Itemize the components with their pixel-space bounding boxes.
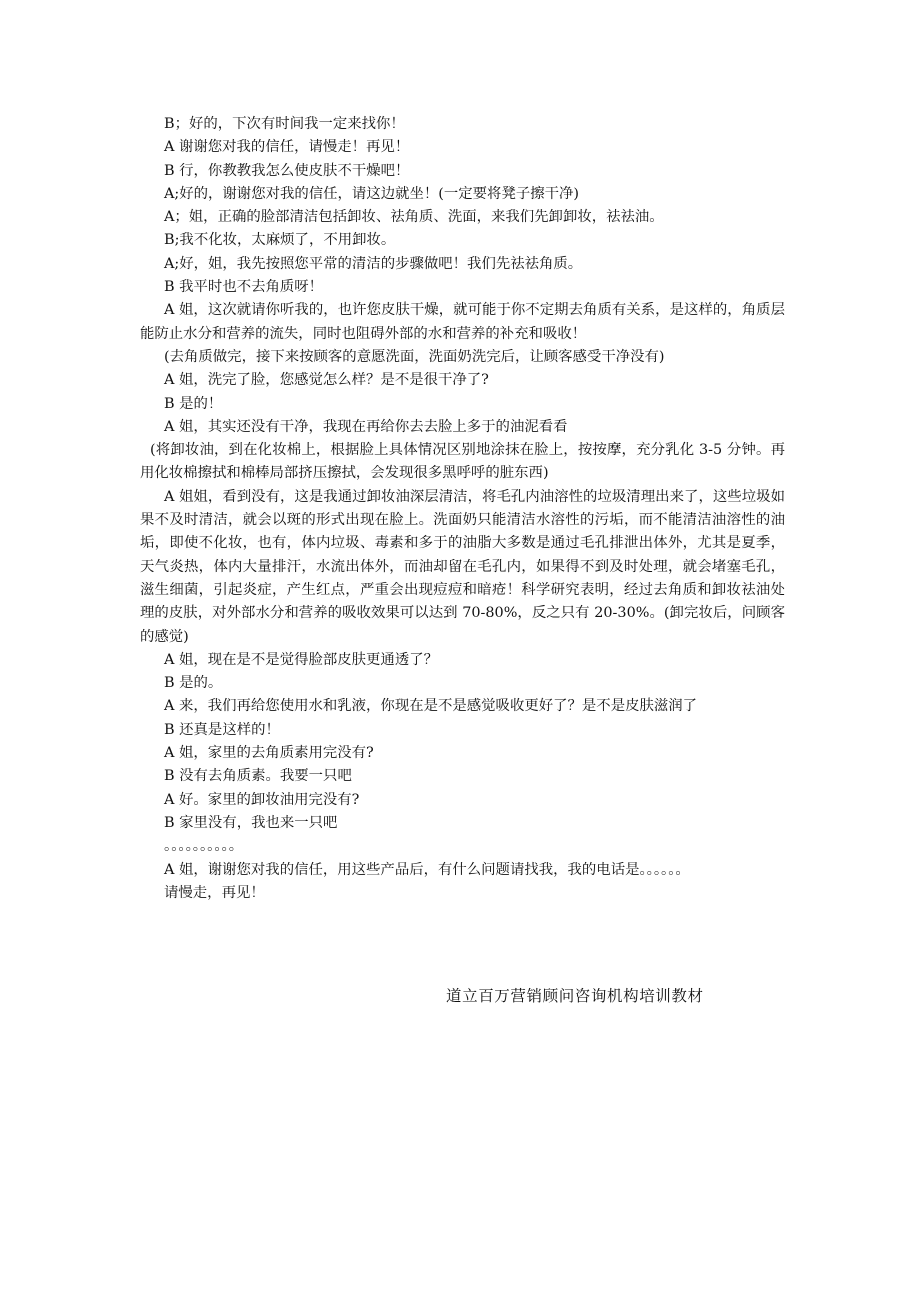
dialogue-line: A 好。家里的卸妆油用完没有?: [164, 791, 360, 808]
dialogue-line: B 是的！: [164, 395, 223, 412]
dialogue-line: A;好，姐，我先按照您平常的清洁的步骤做吧！我们先祛祛角质。: [164, 255, 583, 272]
document-footer: 道立百万营销顾问咨询机构培训教材: [446, 987, 704, 1005]
dialogue-line: B 家里没有，我也来一只吧: [164, 814, 338, 831]
dialogue-line: A 姐，其实还没有干净，我现在再给你去去脸上多于的油泥看看: [164, 418, 568, 435]
dialogue-line: A 姐，谢谢您对我的信任，用这些产品后，有什么问题请找我，我的电话是。。。。。。: [164, 861, 690, 878]
dialogue-line: (去角质做完，接下来按顾客的意愿洗面，洗面奶洗完后，让顾客感受干净没有): [164, 348, 665, 365]
dialogue-line: A 姐，现在是不是觉得脸部皮肤更通透了？: [164, 651, 438, 668]
instruction-paragraph: (将卸妆油，到在化妆棉上，根据脸上具体情况区别地涂抹在脸上，按按摩，充分乳化 3-5 分钟。再用化妆棉擦拭和棉棒局部挤压擦拭，会发现很多黑呼呼的脏东西): [140, 442, 785, 482]
dialogue-line: B 还真是这样的！: [164, 721, 280, 738]
ellipsis-line: 。。。。。。。。。。: [164, 838, 244, 855]
dialogue-paragraph: A 姐姐，看到没有，这是我通过卸妆油深层清洁，将毛孔内油溶性的垃圾清理出来了，这些垃圾如果不及时清洁，就会以斑的形式出现在脸上。洗面奶只能清洁水溶性的污垢，而不能清洁油溶性的油垢，即使不化妆，也有，体内垃圾、毒素和多于的油脂大多数是通过毛孔排泄出体外，尤其是夏季，天气炎热，体内大量排汗，水流出体外，而油却留在毛孔内，如果得不到及时处理，就会堵塞毛孔，滋生细菌，引起炎症，产生红点，严重会出现痘痘和暗疮！科学研究表明，经过去角质和卸妆祛油处理的皮肤，对外部水分和营养的吸收效果可以达到 70-80%，反之只有 20-30%。(卸完妆后，问顾客的感觉): [140, 488, 785, 645]
dialogue-line: A 来，我们再给您使用水和乳液，你现在是不是感觉吸收更好了？是不是皮肤滋润了: [164, 698, 698, 715]
dialogue-line: A 姐，家里的去角质素用完没有?: [164, 745, 374, 762]
dialogue-line: A；姐，正确的脸部清洁包括卸妆、祛角质、洗面，来我们先卸卸妆，祛祛油。: [164, 209, 664, 226]
dialogue-line: A 谢谢您对我的信任，请慢走！再见！: [164, 139, 410, 156]
dialogue-line: 请慢走，再见！: [164, 884, 265, 901]
dialogue-line: B 行，你教教我怎么使皮肤不干燥吧！: [164, 162, 410, 179]
dialogue-line: A;好的，谢谢您对我的信任，请这边就坐！(一定要将凳子擦干净): [164, 185, 580, 202]
dialogue-line: B;我不化妆，太麻烦了，不用卸妆。: [164, 232, 396, 249]
dialogue-line: B 是的。: [164, 675, 223, 692]
dialogue-line: B；好的，下次有时间我一定来找你！: [164, 116, 405, 132]
dialogue-line: B 没有去角质素。我要一只吧: [164, 768, 352, 785]
dialogue-paragraph: A 姐，这次就请你听我的，也许您皮肤干燥，就可能于你不定期去角质有关系，是这样的，角质层能防止水分和营养的流失，同时也阻碍外部的水和营养的补充和吸收！: [140, 302, 785, 342]
document-body: [140, 113, 785, 905]
dialogue-line: A 姐，洗完了脸，您感觉怎么样？是不是很干净了?: [164, 372, 489, 389]
dialogue-line: B 我平时也不去角质呀！: [164, 279, 324, 296]
